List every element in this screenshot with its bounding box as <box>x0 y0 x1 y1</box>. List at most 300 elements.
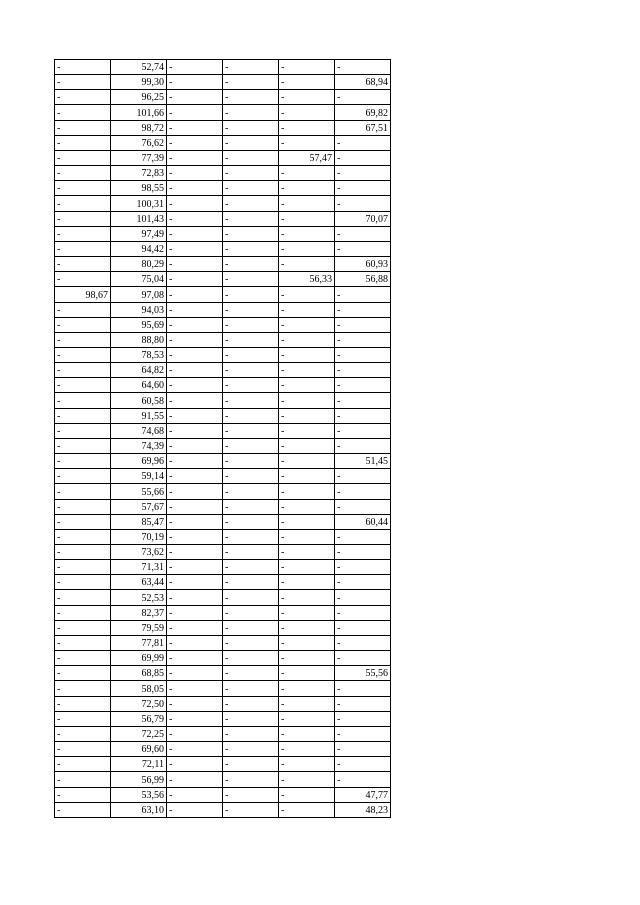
table-cell: - <box>223 135 279 150</box>
table-row <box>55 484 391 499</box>
table-row <box>55 393 391 408</box>
table-cell: - <box>335 302 391 317</box>
table-row <box>55 166 391 181</box>
table-cell: - <box>167 772 223 787</box>
table-cell: - <box>167 150 223 165</box>
table-row <box>55 60 391 75</box>
table-cell: - <box>223 514 279 529</box>
table-cell: - <box>55 514 111 529</box>
table-cell: 76,62 <box>111 135 167 150</box>
table-cell: - <box>279 560 335 575</box>
table-cell: - <box>167 302 223 317</box>
table-cell: 91,55 <box>111 408 167 423</box>
table-cell: - <box>55 726 111 741</box>
table-row <box>55 135 391 150</box>
table-cell: - <box>167 105 223 120</box>
table-cell: - <box>55 408 111 423</box>
table-cell: - <box>335 681 391 696</box>
table-cell: - <box>167 287 223 302</box>
table-cell: - <box>223 166 279 181</box>
table-cell: - <box>223 605 279 620</box>
table-cell: - <box>167 438 223 453</box>
table-cell: - <box>279 711 335 726</box>
table-cell: - <box>335 393 391 408</box>
table-cell: - <box>167 241 223 256</box>
table-cell: - <box>223 666 279 681</box>
table-cell: - <box>223 211 279 226</box>
table-cell: 94,03 <box>111 302 167 317</box>
table-row <box>55 363 391 378</box>
table-cell: - <box>55 651 111 666</box>
table-cell: - <box>223 287 279 302</box>
table-cell: - <box>167 257 223 272</box>
table-cell: - <box>223 363 279 378</box>
table-cell: - <box>223 408 279 423</box>
table-cell: - <box>167 166 223 181</box>
table-cell: 95,69 <box>111 317 167 332</box>
table-cell: - <box>55 469 111 484</box>
table-cell: - <box>167 605 223 620</box>
table-cell: 63,10 <box>111 802 167 817</box>
table-cell: - <box>167 696 223 711</box>
table-cell: - <box>223 651 279 666</box>
table-cell: - <box>223 393 279 408</box>
table-row <box>55 575 391 590</box>
table-cell: 72,25 <box>111 726 167 741</box>
table-cell: - <box>167 181 223 196</box>
table-cell: - <box>335 575 391 590</box>
table-row <box>55 75 391 90</box>
table-cell: - <box>279 332 335 347</box>
table-cell: - <box>279 757 335 772</box>
table-cell: - <box>167 499 223 514</box>
table-row <box>55 711 391 726</box>
table-cell: - <box>223 302 279 317</box>
table-cell: - <box>55 575 111 590</box>
table-row <box>55 529 391 544</box>
table-cell: 55,66 <box>111 484 167 499</box>
table-cell: 88,80 <box>111 332 167 347</box>
table-cell: - <box>55 166 111 181</box>
table-cell: - <box>167 408 223 423</box>
table-cell: - <box>335 363 391 378</box>
table-cell: - <box>167 135 223 150</box>
table-cell: - <box>223 787 279 802</box>
table-cell: - <box>167 757 223 772</box>
table-row <box>55 90 391 105</box>
table-row <box>55 605 391 620</box>
table-cell: 98,72 <box>111 120 167 135</box>
table-cell: - <box>55 241 111 256</box>
table-cell: - <box>279 287 335 302</box>
table-cell: 98,55 <box>111 181 167 196</box>
table-cell: - <box>223 75 279 90</box>
table-cell: 67,51 <box>335 120 391 135</box>
table-cell: - <box>55 787 111 802</box>
table-cell: - <box>55 757 111 772</box>
table-cell: - <box>223 438 279 453</box>
table-cell: 77,81 <box>111 635 167 650</box>
table-row <box>55 423 391 438</box>
table-cell: - <box>223 454 279 469</box>
table-cell: 60,93 <box>335 257 391 272</box>
table-cell: - <box>223 742 279 757</box>
table-cell: - <box>279 378 335 393</box>
table-cell: - <box>223 529 279 544</box>
table-row <box>55 272 391 287</box>
table-cell: - <box>167 454 223 469</box>
table-row <box>55 257 391 272</box>
table-cell: - <box>55 302 111 317</box>
table-cell: - <box>223 757 279 772</box>
table-cell: - <box>167 666 223 681</box>
table-cell: - <box>167 469 223 484</box>
table-cell: - <box>335 726 391 741</box>
table-cell: - <box>55 363 111 378</box>
table-cell: 80,29 <box>111 257 167 272</box>
table-cell: - <box>279 408 335 423</box>
table-row <box>55 620 391 635</box>
table-cell: - <box>223 120 279 135</box>
table-cell: - <box>279 696 335 711</box>
table-cell: - <box>279 226 335 241</box>
table-cell: - <box>55 696 111 711</box>
table-cell: - <box>167 120 223 135</box>
table-cell: - <box>279 590 335 605</box>
table-cell: - <box>55 681 111 696</box>
table-cell: - <box>167 484 223 499</box>
table-row <box>55 787 391 802</box>
table-cell: - <box>55 560 111 575</box>
table-cell: - <box>335 60 391 75</box>
table-cell: - <box>223 635 279 650</box>
table-cell: - <box>279 575 335 590</box>
table-cell: 59,14 <box>111 469 167 484</box>
table-cell: - <box>55 772 111 787</box>
table-cell: - <box>55 438 111 453</box>
table-cell: - <box>223 150 279 165</box>
table-cell: - <box>223 772 279 787</box>
table-cell: - <box>167 575 223 590</box>
table-cell: - <box>55 105 111 120</box>
table-cell: - <box>335 90 391 105</box>
table-cell: - <box>167 226 223 241</box>
table-row <box>55 241 391 256</box>
table-row <box>55 226 391 241</box>
table-cell: - <box>223 105 279 120</box>
table-cell: - <box>279 802 335 817</box>
table-cell: - <box>279 105 335 120</box>
table-cell: - <box>335 469 391 484</box>
table-cell: - <box>55 347 111 362</box>
table-cell: - <box>167 560 223 575</box>
table-cell: 82,37 <box>111 605 167 620</box>
table-cell: 71,31 <box>111 560 167 575</box>
table-cell: - <box>223 726 279 741</box>
table-cell: 97,49 <box>111 226 167 241</box>
table-cell: - <box>55 423 111 438</box>
table-cell: 63,44 <box>111 575 167 590</box>
table-cell: - <box>223 469 279 484</box>
table-cell: 96,25 <box>111 90 167 105</box>
table-cell: - <box>223 317 279 332</box>
table-cell: 74,68 <box>111 423 167 438</box>
table-cell: - <box>335 605 391 620</box>
table-cell: - <box>55 545 111 560</box>
table-row <box>55 454 391 469</box>
table-cell: - <box>335 651 391 666</box>
table-cell: 101,43 <box>111 211 167 226</box>
table-row <box>55 120 391 135</box>
table-row <box>55 742 391 757</box>
table-cell: - <box>279 787 335 802</box>
table-cell: - <box>55 378 111 393</box>
table-cell: - <box>223 484 279 499</box>
table-row <box>55 181 391 196</box>
table-cell: - <box>223 347 279 362</box>
table-cell: - <box>55 499 111 514</box>
table-cell: - <box>223 241 279 256</box>
table-cell: - <box>55 181 111 196</box>
table-cell: 69,99 <box>111 651 167 666</box>
table-cell: - <box>335 196 391 211</box>
table-cell: - <box>55 529 111 544</box>
table-cell: 70,19 <box>111 529 167 544</box>
table-cell: - <box>167 651 223 666</box>
table-cell: - <box>55 393 111 408</box>
table-cell: - <box>55 211 111 226</box>
table-cell: - <box>167 60 223 75</box>
table-cell: - <box>223 226 279 241</box>
table-cell: 60,44 <box>335 514 391 529</box>
table-row <box>55 302 391 317</box>
table-row <box>55 590 391 605</box>
table-cell: - <box>279 666 335 681</box>
table-cell: - <box>335 317 391 332</box>
table-cell: 75,04 <box>111 272 167 287</box>
table-cell: - <box>335 378 391 393</box>
table-cell: - <box>335 560 391 575</box>
table-cell: - <box>279 514 335 529</box>
table-cell: 69,60 <box>111 742 167 757</box>
table-cell: - <box>167 635 223 650</box>
data-table <box>54 59 391 818</box>
table-cell: - <box>335 438 391 453</box>
table-cell: - <box>167 711 223 726</box>
table-cell: - <box>167 272 223 287</box>
table-cell: - <box>335 529 391 544</box>
table-cell: - <box>167 545 223 560</box>
table-cell: 85,47 <box>111 514 167 529</box>
table-cell: - <box>167 211 223 226</box>
table-cell: - <box>279 241 335 256</box>
table-cell: - <box>279 681 335 696</box>
table-cell: - <box>279 772 335 787</box>
table-cell: - <box>223 257 279 272</box>
table-cell: - <box>55 620 111 635</box>
table-cell: 52,74 <box>111 60 167 75</box>
table-cell: 58,05 <box>111 681 167 696</box>
table-cell: - <box>279 499 335 514</box>
table-cell: - <box>55 60 111 75</box>
table-cell: - <box>167 742 223 757</box>
table-cell: - <box>167 620 223 635</box>
table-row <box>55 438 391 453</box>
table-cell: - <box>223 802 279 817</box>
table-cell: - <box>55 711 111 726</box>
table-cell: - <box>223 560 279 575</box>
table-cell: 52,53 <box>111 590 167 605</box>
table-cell: - <box>335 241 391 256</box>
table-cell: - <box>167 590 223 605</box>
table-cell: - <box>335 150 391 165</box>
table-cell: 68,85 <box>111 666 167 681</box>
table-row <box>55 317 391 332</box>
table-cell: 53,56 <box>111 787 167 802</box>
table-cell: - <box>279 454 335 469</box>
table-cell: - <box>335 423 391 438</box>
table-row <box>55 560 391 575</box>
table-cell: - <box>167 514 223 529</box>
table-cell: 60,58 <box>111 393 167 408</box>
table-cell: - <box>223 499 279 514</box>
table-cell: - <box>335 696 391 711</box>
table-cell: - <box>167 378 223 393</box>
table-cell: - <box>223 378 279 393</box>
table-cell: - <box>223 696 279 711</box>
table-cell: 48,23 <box>335 802 391 817</box>
table-cell: - <box>335 545 391 560</box>
table-row <box>55 696 391 711</box>
table-row <box>55 681 391 696</box>
table-cell: 73,62 <box>111 545 167 560</box>
table-cell: - <box>335 287 391 302</box>
table-cell: - <box>55 802 111 817</box>
table-row <box>55 469 391 484</box>
table-cell: - <box>335 408 391 423</box>
table-cell: - <box>335 499 391 514</box>
table-cell: - <box>167 802 223 817</box>
table-row <box>55 772 391 787</box>
table-cell: - <box>55 484 111 499</box>
table-cell: 51,45 <box>335 454 391 469</box>
table-cell: - <box>55 742 111 757</box>
table-cell: 98,67 <box>55 287 111 302</box>
table-cell: - <box>279 605 335 620</box>
table-cell: - <box>279 651 335 666</box>
table-cell: - <box>335 742 391 757</box>
table-cell: - <box>335 635 391 650</box>
table-cell: 56,33 <box>279 272 335 287</box>
table-cell: - <box>279 469 335 484</box>
table-cell: - <box>223 575 279 590</box>
table-cell: 57,67 <box>111 499 167 514</box>
table-cell: - <box>167 529 223 544</box>
table-cell: 64,82 <box>111 363 167 378</box>
table-cell: - <box>279 166 335 181</box>
table-cell: - <box>279 742 335 757</box>
table-cell: - <box>167 196 223 211</box>
table-cell: - <box>279 620 335 635</box>
table-cell: - <box>335 347 391 362</box>
table-row <box>55 514 391 529</box>
table-cell: 78,53 <box>111 347 167 362</box>
table-cell: - <box>279 423 335 438</box>
table-cell: 70,07 <box>335 211 391 226</box>
table-cell: - <box>335 135 391 150</box>
table-cell: 56,88 <box>335 272 391 287</box>
table-row <box>55 666 391 681</box>
table-cell: - <box>279 438 335 453</box>
table-row <box>55 408 391 423</box>
table-row <box>55 287 391 302</box>
table-cell: - <box>55 196 111 211</box>
table-row <box>55 635 391 650</box>
table-row <box>55 726 391 741</box>
table-cell: - <box>167 787 223 802</box>
table-cell: - <box>335 757 391 772</box>
table-cell: - <box>55 150 111 165</box>
table-cell: 79,59 <box>111 620 167 635</box>
table-cell: - <box>279 347 335 362</box>
table-cell: - <box>167 423 223 438</box>
table-row <box>55 545 391 560</box>
table-cell: - <box>223 181 279 196</box>
table-cell: - <box>335 484 391 499</box>
table-cell: - <box>223 60 279 75</box>
table-cell: - <box>279 363 335 378</box>
table-cell: - <box>279 90 335 105</box>
table-cell: 101,66 <box>111 105 167 120</box>
table-cell: 64,60 <box>111 378 167 393</box>
table-cell: - <box>335 772 391 787</box>
table-row <box>55 105 391 120</box>
table-cell: - <box>55 75 111 90</box>
table-cell: - <box>55 332 111 347</box>
table-cell: - <box>279 181 335 196</box>
table-cell: - <box>223 332 279 347</box>
table-row <box>55 150 391 165</box>
table-cell: 69,96 <box>111 454 167 469</box>
table-cell: - <box>167 317 223 332</box>
table-cell: - <box>55 605 111 620</box>
table-cell: - <box>335 620 391 635</box>
table-row <box>55 378 391 393</box>
table-cell: - <box>223 681 279 696</box>
table-cell: - <box>279 317 335 332</box>
table-cell: - <box>279 302 335 317</box>
table-cell: 57,47 <box>279 150 335 165</box>
table-cell: - <box>55 257 111 272</box>
table-cell: 74,39 <box>111 438 167 453</box>
table-cell: - <box>335 226 391 241</box>
table-cell: - <box>55 590 111 605</box>
table-cell: 97,08 <box>111 287 167 302</box>
table-row <box>55 757 391 772</box>
table-cell: - <box>167 90 223 105</box>
table-cell: - <box>167 363 223 378</box>
data-table-body <box>55 60 391 818</box>
table-cell: - <box>167 681 223 696</box>
table-cell: - <box>55 120 111 135</box>
table-cell: - <box>55 635 111 650</box>
table-row <box>55 196 391 211</box>
table-cell: - <box>55 317 111 332</box>
table-cell: - <box>279 635 335 650</box>
table-cell: - <box>167 393 223 408</box>
table-row <box>55 211 391 226</box>
table-cell: 69,82 <box>335 105 391 120</box>
